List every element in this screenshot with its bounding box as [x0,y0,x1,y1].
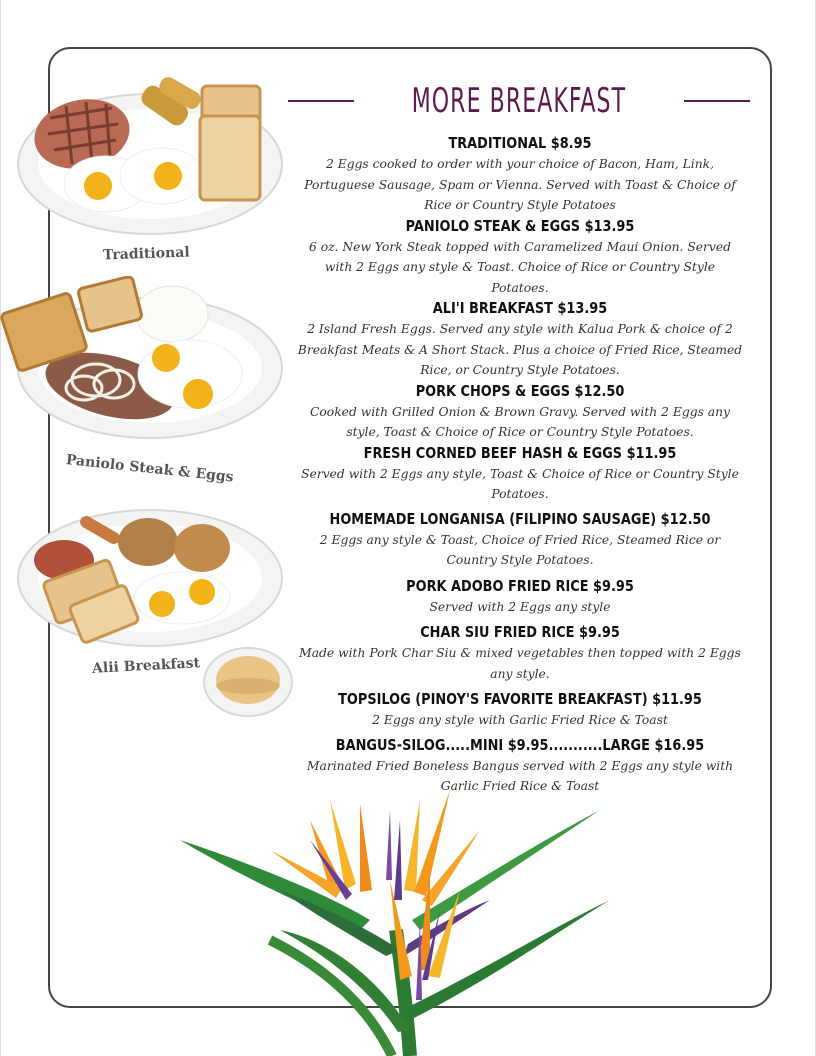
alii-photo [12,494,288,660]
item-name-topsilog: TOPSILOG (PINOY'S FAVORITE BREAKFAST) $11.95 [338,690,702,708]
paniolo-photo [0,276,290,452]
menu-item [296,133,744,216]
header-rule-left [288,100,354,102]
item-desc-adobo: Served with 2 Eggs any style [429,599,611,614]
section-header [288,78,750,124]
menu-item [296,622,744,684]
item-name-traditional: TRADITIONAL $8.95 [448,134,592,152]
item-desc-alii: 2 Island Fresh Eggs. Served any style with Kalua Pork & choice of 2 Breakfast Meats & A Short Stack. Plus a choice of Fried Rice, Steamed Rice, or Country Style Potatoes. [297,322,743,377]
menu-item [296,576,744,618]
traditional-photo [14,72,288,252]
item-name-paniolo: PANIOLO STEAK & EGGS $13.95 [405,216,635,235]
item-name-longanisa: HOMEMADE LONGANISA (FILIPINO SAUSAGE) $12.50 [329,509,711,528]
item-name-char-siu: CHAR SIU FRIED RICE $9.95 [420,623,620,641]
short-stack-photo [200,642,296,720]
item-desc-paniolo: 6 oz. New York Steak topped with Caramelized Maui Onion. Served with 2 Eggs any style & Toast. Choice of Rice or Country Style Potatoes. [308,239,732,295]
item-desc-longanisa: 2 Eggs any style & Toast, Choice of Fried Rice, Steamed Rice or Country Style Potatoes. [319,532,721,567]
menu-item [296,298,744,381]
item-name-alii: ALI'I BREAKFAST $13.95 [432,299,608,317]
item-desc-traditional: 2 Eggs cooked to order with your choice of Bacon, Ham, Link, Portuguese Sausage, Spam or Vienna. Served with Toast & Choice of Rice or Country Style Potatoes [304,157,736,212]
item-name-pork-chops: PORK CHOPS & EGGS $12.50 [415,381,625,400]
section-title: MORE BREAKFAST [411,81,627,121]
menu-item [296,689,744,731]
paniolo-caption: Paniolo Steak & Eggs [65,452,235,486]
menu-item [296,509,744,571]
alii-caption: Alii Breakfast [91,655,201,677]
item-name-bangus: BANGUS-SILOG.....MINI $9.95...........LARGE $16.95 [335,735,705,754]
item-name-adobo: PORK ADOBO FRIED RICE $9.95 [406,576,634,595]
menu-list [296,133,744,797]
item-desc-topsilog: 2 Eggs any style with Garlic Fried Rice & Toast [372,713,668,727]
item-desc-char-siu: Made with Pork Char Siu & mixed vegetables then topped with 2 Eggs any style. [299,646,741,681]
item-desc-pork-chops: Cooked with Grilled Onion & Brown Gravy. Served with 2 Eggs any style, Toast & Choice of Rice or Country Style Potatoes. [310,404,730,439]
item-name-corned-beef: FRESH CORNED BEEF HASH & EGGS $11.95 [363,443,677,462]
menu-item [296,443,744,505]
menu-item [296,381,744,443]
item-desc-corned-beef: Served with 2 Eggs any style, Toast & Choice of Rice or Country Style Potatoes. [301,466,739,501]
item-desc-bangus: Marinated Fried Boneless Bangus served with 2 Eggs any style with Garlic Fried Rice & Toast [306,758,734,793]
bird-of-paradise-flower [160,780,630,1056]
header-rule-right [684,100,750,102]
traditional-caption: Traditional [102,244,190,264]
menu-item [296,216,744,299]
